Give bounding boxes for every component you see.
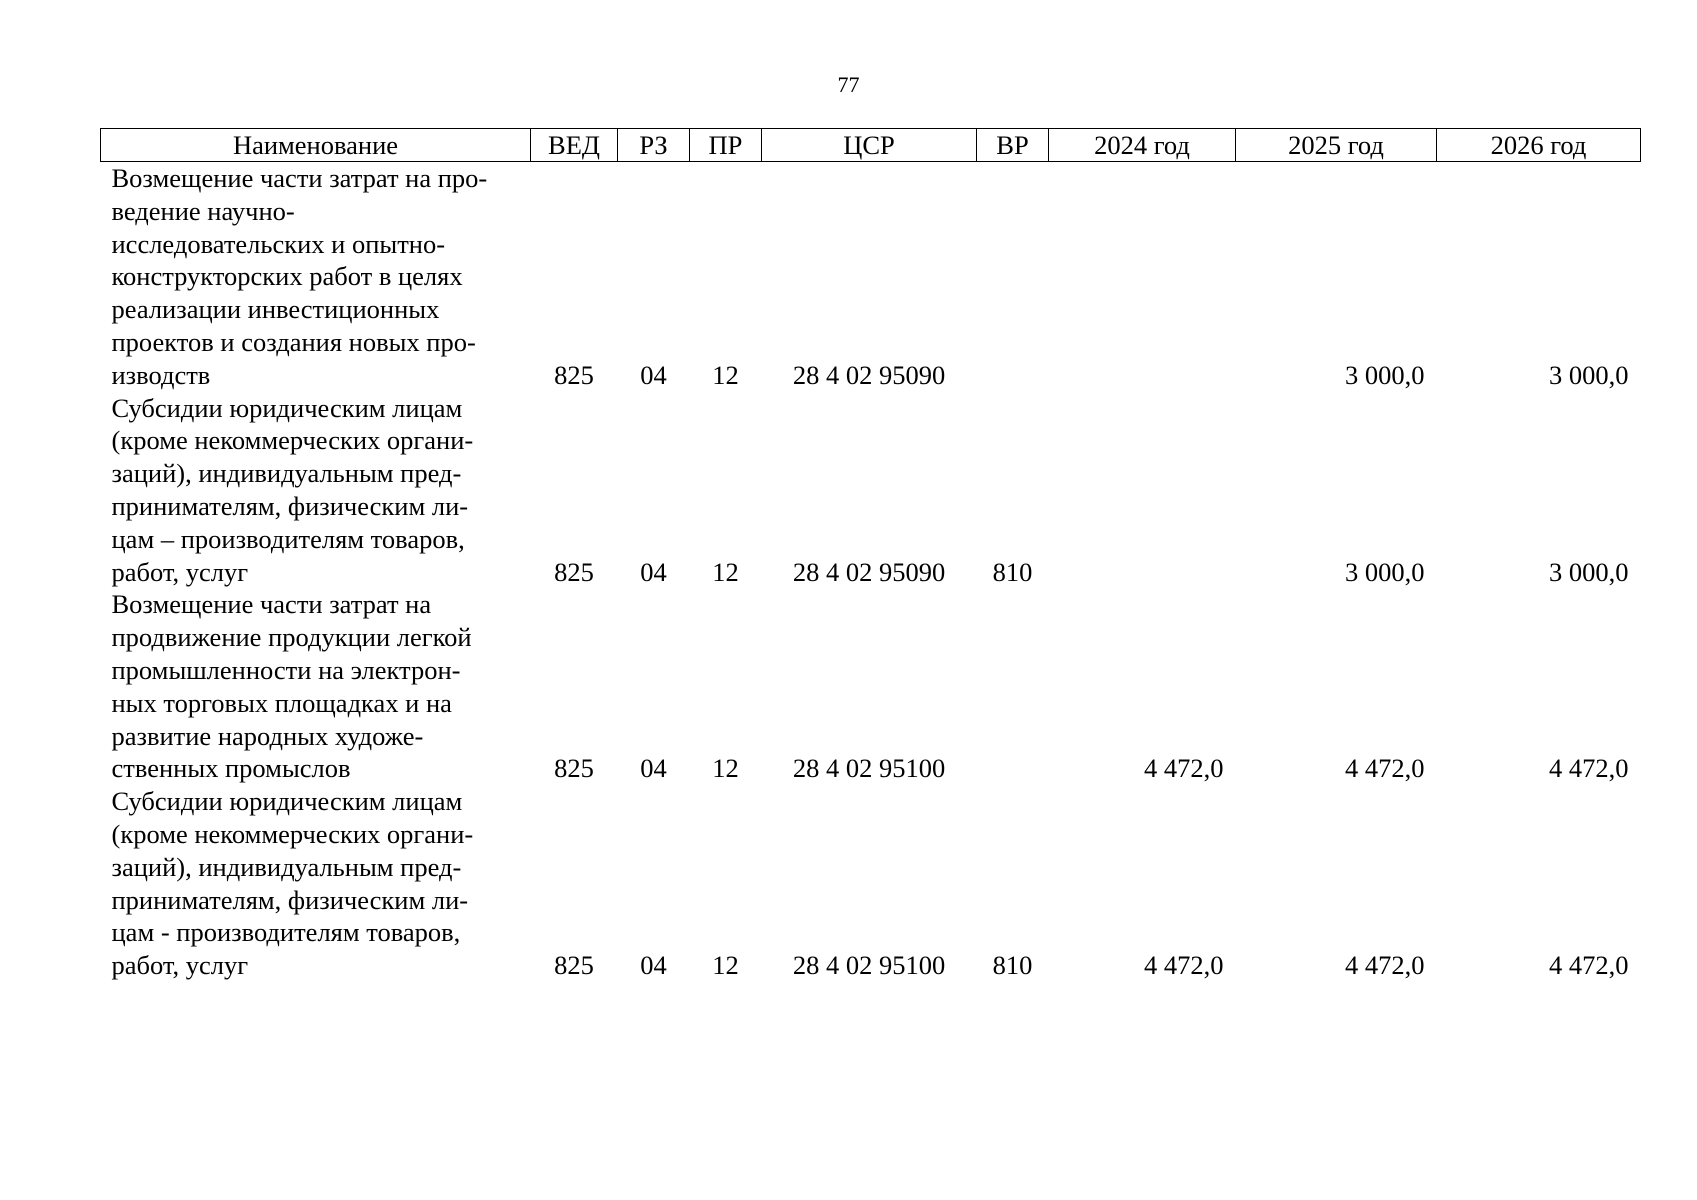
cell-y2026: 4 472,0 bbox=[1549, 950, 1629, 981]
cell-ved: 825 bbox=[554, 753, 594, 784]
cell-pr: 12 bbox=[712, 359, 739, 390]
table-row bbox=[101, 785, 1641, 982]
row-name-line: ственных промыслов bbox=[111, 753, 351, 784]
cell-y2026: 4 472,0 bbox=[1549, 753, 1629, 784]
budget-table bbox=[100, 128, 1641, 982]
cell-csr: 28 4 02 95090 bbox=[792, 359, 946, 390]
row-name-line: изводств bbox=[111, 359, 211, 390]
row-name-line: проектов и создания новых про- bbox=[111, 326, 476, 357]
cell-y2024: 4 472,0 bbox=[1144, 950, 1224, 981]
cell-csr: 28 4 02 95100 bbox=[792, 950, 946, 981]
row-name-line: принимателям, физическим ли- bbox=[111, 490, 469, 521]
page-number: 77 bbox=[837, 72, 860, 97]
row-name-line: работ, услуг bbox=[111, 950, 249, 981]
row-name-line: заций), индивидуальным пред- bbox=[111, 851, 462, 882]
row-name-line: конструкторских работ в целях bbox=[111, 261, 463, 292]
row-name-line: исследовательских и опытно- bbox=[111, 228, 446, 259]
row-name-line: цам – производителям товаров, bbox=[111, 523, 465, 554]
cell-rz: 04 bbox=[640, 753, 667, 784]
row-name-line: (кроме некоммерческих органи- bbox=[111, 818, 474, 849]
column-header-csr: ЦСР bbox=[762, 129, 977, 162]
cell-y2025: 3 000,0 bbox=[1345, 556, 1425, 587]
row-name-line: реализации инвестиционных bbox=[111, 294, 440, 325]
cell-y2024: 4 472,0 bbox=[1144, 753, 1224, 784]
row-name-line: Возмещение части затрат на про- bbox=[111, 163, 488, 193]
cell-y2025: 4 472,0 bbox=[1345, 753, 1425, 784]
cell-y2024 bbox=[1049, 162, 1236, 392]
cell-csr: 28 4 02 95100 bbox=[792, 753, 946, 784]
cell-csr: 28 4 02 95090 bbox=[792, 556, 946, 587]
column-header-pr: ПР bbox=[690, 129, 762, 162]
table-header bbox=[101, 129, 1641, 162]
row-name-line: цам - производителям товаров, bbox=[111, 917, 461, 948]
row-name-line: продвижение продукции легкой bbox=[111, 622, 472, 653]
column-header-2025: 2025 год bbox=[1236, 129, 1437, 162]
row-name-line: ных торговых площадках и на bbox=[111, 687, 452, 718]
table-row bbox=[101, 588, 1641, 785]
row-name-line: принимателям, физическим ли- bbox=[111, 884, 469, 915]
cell-y2026: 3 000,0 bbox=[1549, 359, 1629, 390]
cell-y2024 bbox=[1049, 392, 1236, 589]
cell-y2025: 3 000,0 bbox=[1345, 359, 1425, 390]
row-name-line: Субсидии юридическим лицам bbox=[111, 786, 463, 817]
cell-rz: 04 bbox=[640, 359, 667, 390]
column-header-rz: РЗ bbox=[618, 129, 690, 162]
row-name-line: заций), индивидуальным пред- bbox=[111, 458, 462, 489]
column-header-vr: ВР bbox=[977, 129, 1049, 162]
header-row bbox=[101, 129, 1641, 162]
cell-ved: 825 bbox=[554, 556, 594, 587]
column-header-2026: 2026 год bbox=[1437, 129, 1641, 162]
cell-rz: 04 bbox=[640, 556, 667, 587]
cell-pr: 12 bbox=[712, 753, 739, 784]
row-name-line: Возмещение части затрат на bbox=[111, 589, 432, 620]
table-row bbox=[101, 392, 1641, 589]
cell-vr bbox=[977, 588, 1049, 785]
cell-ved: 825 bbox=[554, 950, 594, 981]
row-name-line: промышленности на электрон- bbox=[111, 654, 461, 685]
cell-pr: 12 bbox=[712, 556, 739, 587]
cell-pr: 12 bbox=[712, 950, 739, 981]
row-name-line: (кроме некоммерческих органи- bbox=[111, 425, 474, 456]
table-row bbox=[101, 162, 1641, 392]
column-header-2024: 2024 год bbox=[1049, 129, 1236, 162]
row-name-line: ведение научно- bbox=[111, 195, 295, 226]
cell-vr bbox=[977, 162, 1049, 392]
row-name-line: работ, услуг bbox=[111, 556, 249, 587]
column-header-name: Наименование bbox=[101, 129, 531, 162]
row-name-cell bbox=[101, 588, 531, 785]
row-name-cell bbox=[101, 785, 531, 982]
row-name-cell bbox=[101, 392, 531, 589]
cell-vr: 810 bbox=[992, 556, 1033, 587]
row-name-line: Субсидии юридическим лицам bbox=[111, 392, 463, 423]
row-name-line: развитие народных художе- bbox=[111, 720, 424, 751]
column-header-ved: ВЕД bbox=[531, 129, 618, 162]
cell-y2026: 3 000,0 bbox=[1549, 556, 1629, 587]
table-body bbox=[101, 162, 1641, 982]
cell-ved: 825 bbox=[554, 359, 594, 390]
row-name-cell bbox=[101, 162, 531, 392]
cell-rz: 04 bbox=[640, 950, 667, 981]
cell-vr: 810 bbox=[992, 950, 1033, 981]
cell-y2025: 4 472,0 bbox=[1345, 950, 1425, 981]
